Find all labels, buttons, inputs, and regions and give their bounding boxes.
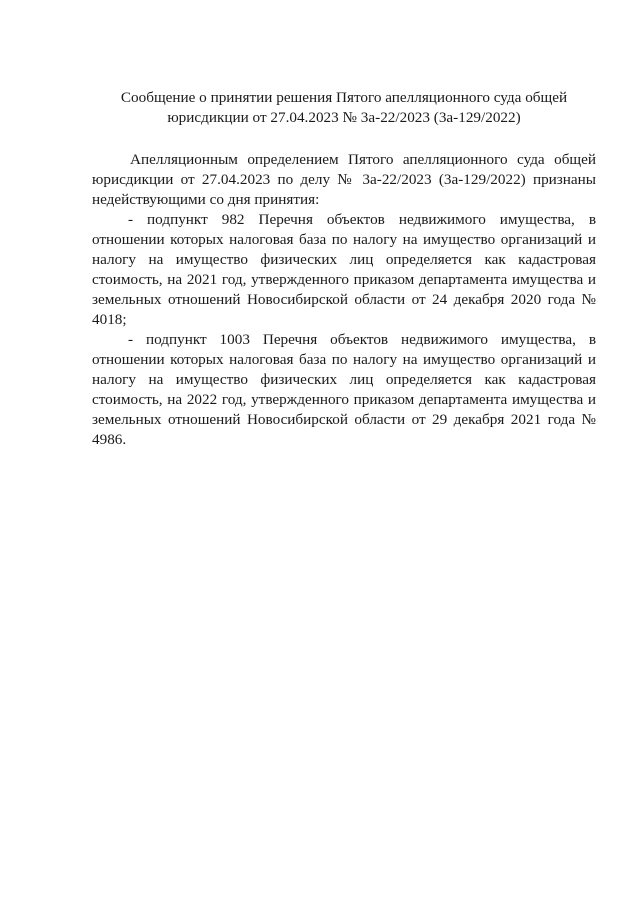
document-body <box>92 150 596 450</box>
document-title <box>92 88 596 128</box>
list-item-subpoint-1003: - подпункт 1003 Перечня объектов недвижимого имущества, в отношении которых налоговая база по налогу на имущество организаций и налогу на имущество физических лиц определяется как кадастровая стоимость, на 2022 год, утвержденного приказом департамента имущества и земельных отношений Новосибирской области от 29 декабря 2021 года № 4986. <box>92 331 596 448</box>
list-item-subpoint-982: - подпункт 982 Перечня объектов недвижимого имущества, в отношении которых налоговая база по налогу на имущество организаций и налогу на имущество физических лиц определяется как кадастровая стоимость, на 2021 год, утвержденного приказом департамента имущества и земельных отношений Новосибирской области от 24 декабря 2020 года № 4018; <box>92 211 596 328</box>
intro-paragraph: Апелляционным определением Пятого апелляционного суда общей юрисдикции от 27.04.2023 по делу № 3а-22/2023 (3а-129/2022) признаны недействующими со дня принятия: <box>92 151 596 208</box>
title-line-2: юрисдикции от 27.04.2023 № 3а-22/2023 (3а-129/2022) <box>167 109 521 126</box>
document-page <box>92 88 596 450</box>
title-line-1: Сообщение о принятии решения Пятого апелляционного суда общей <box>120 89 568 106</box>
